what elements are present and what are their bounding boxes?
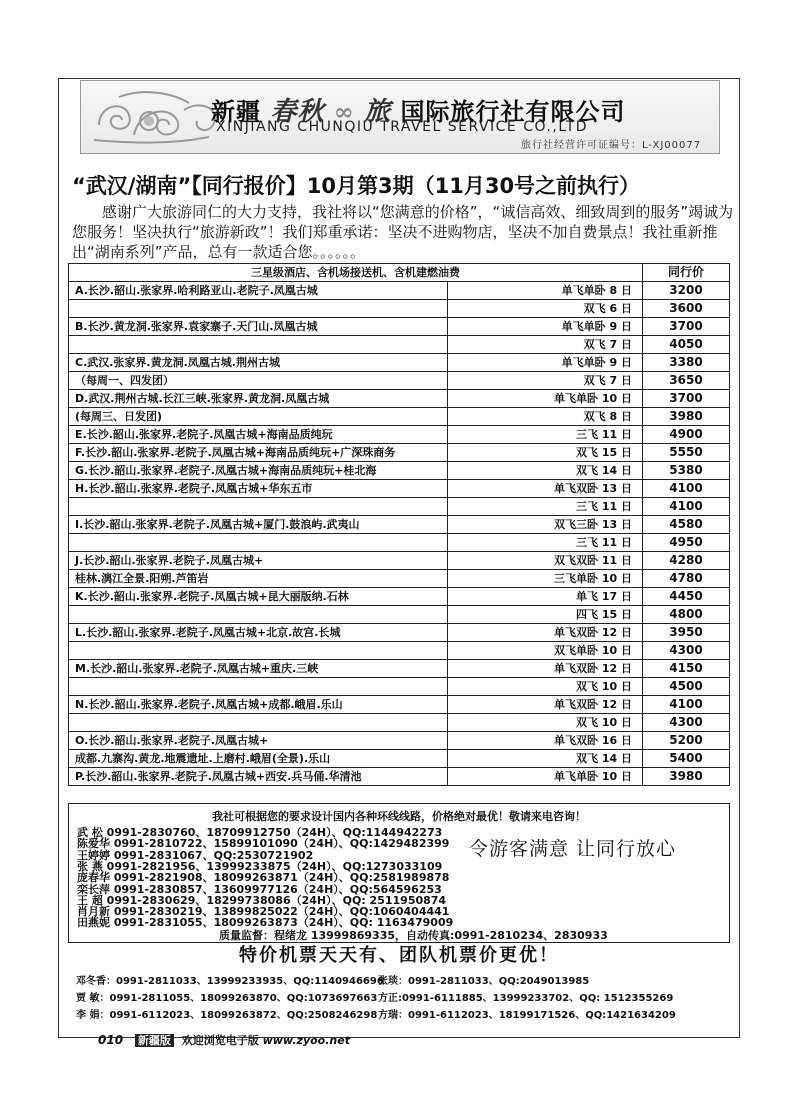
price-cell: 4150 bbox=[643, 660, 730, 678]
price-cell: 4580 bbox=[643, 516, 730, 534]
table-row bbox=[69, 336, 730, 354]
duration-cell: 双飞 14 日 bbox=[448, 462, 643, 480]
table-row bbox=[69, 444, 730, 462]
price-cell: 3950 bbox=[643, 624, 730, 642]
contact-line: 王 超 0991-2830629、18299738086（24H）、QQ: 2511950874 bbox=[77, 893, 447, 907]
duration-cell: 单飞单卧 10 日 bbox=[448, 390, 643, 408]
contact-line: 王婷婷 0991-2831067、QQ:2530721902 bbox=[77, 848, 314, 862]
footer-note: 欢迎浏览电子版 bbox=[181, 1034, 259, 1047]
price-cell: 3980 bbox=[643, 408, 730, 426]
contact-line: 庞春华 0991-2821908、18099263871（24H）、QQ:2581989878 bbox=[77, 871, 450, 885]
table-row bbox=[69, 480, 730, 498]
table-header-price: 同行价 bbox=[643, 264, 730, 282]
duration-cell: 双飞单卧 10 日 bbox=[448, 642, 643, 660]
route-cell: M.长沙.韶山.张家界.老院子.凤凰古城+重庆.三峡 bbox=[69, 660, 448, 678]
route-cell: （每周一、四发团） bbox=[69, 372, 448, 390]
price-cell: 4900 bbox=[643, 426, 730, 444]
table-row bbox=[69, 552, 730, 570]
duration-cell: 双飞双卧 11 日 bbox=[448, 552, 643, 570]
table-row bbox=[69, 534, 730, 552]
route-cell: N.长沙.韶山.张家界.老院子.凤凰古城+成都.峨眉.乐山 bbox=[69, 696, 448, 714]
table-row bbox=[69, 732, 730, 750]
duration-cell: 单飞双卧 12 日 bbox=[448, 696, 643, 714]
contact-box bbox=[68, 803, 730, 943]
route-cell: 桂林.漓江全景.阳朔.芦笛岩 bbox=[69, 570, 448, 588]
price-cell: 3380 bbox=[643, 354, 730, 372]
intro-paragraph: 感谢广大旅游同仁的大力支持，我社将以“您满意的价格”，“诚信高效、细致周到的服务”竭诚为您服务！坚决执行“旅游新政”！我们郑重承诺：坚决不进购物店，坚决不加自费景点！我社重新推出“湖南系列”产品，总有一款适合您。。。。。。 bbox=[72, 203, 734, 261]
duration-cell: 四飞 15 日 bbox=[448, 606, 643, 624]
route-cell: G.长沙.韶山.张家界.老院子.凤凰古城+海南品质纯玩+桂北海 bbox=[69, 462, 448, 480]
table-row bbox=[69, 282, 730, 300]
route-cell: 成都.九寨沟.黄龙.地震遗址.上磨村.峨眉(全景).乐山 bbox=[69, 750, 448, 768]
route-cell: O.长沙.韶山.张家界.老院子.凤凰古城+ bbox=[69, 732, 448, 750]
price-cell: 4450 bbox=[643, 588, 730, 606]
duration-cell: 单飞双卧 13 日 bbox=[448, 480, 643, 498]
price-cell: 4100 bbox=[643, 696, 730, 714]
route-cell: A.长沙.韶山.张家界.哈利路亚山.老院子.凤凰古城 bbox=[69, 282, 448, 300]
table-row bbox=[69, 426, 730, 444]
route-cell: C.武汉.张家界.黄龙洞.凤凰古城.荆州古城 bbox=[69, 354, 448, 372]
route-cell bbox=[69, 606, 448, 624]
table-row bbox=[69, 570, 730, 588]
company-name-cn: 新疆 春秋 ∞ 旅 国际旅行社有限公司 bbox=[211, 97, 626, 127]
route-cell: P.长沙.韶山.张家界.老院子.凤凰古城+西安.兵马俑.华清池 bbox=[69, 768, 448, 786]
staff-contact: 李 娟：0991-6112023、18099263872、QQ:2508246298 bbox=[76, 1010, 378, 1021]
route-cell bbox=[69, 534, 448, 552]
duration-cell: 三飞单卧 10 日 bbox=[448, 570, 643, 588]
price-cell: 4050 bbox=[643, 336, 730, 354]
duration-cell: 单飞双卧 12 日 bbox=[448, 624, 643, 642]
contact-line: 肖月新 0991-2830219、13899825022（24H）、QQ:1060404441 bbox=[77, 905, 450, 919]
table-row bbox=[69, 750, 730, 768]
duration-cell: 双飞 7 日 bbox=[448, 372, 643, 390]
price-cell: 5400 bbox=[643, 750, 730, 768]
price-cell: 5200 bbox=[643, 732, 730, 750]
price-cell: 3200 bbox=[643, 282, 730, 300]
table-row bbox=[69, 660, 730, 678]
table-row bbox=[69, 606, 730, 624]
page-footer bbox=[98, 1032, 350, 1048]
company-banner bbox=[80, 80, 720, 154]
route-cell: J.长沙.韶山.张家界.老院子.凤凰古城+ bbox=[69, 552, 448, 570]
staff-contact: 张琰：0991-2811033、QQ:2049013985 bbox=[378, 976, 590, 987]
price-cell: 3980 bbox=[643, 768, 730, 786]
staff-contact: 方正:0991-6111885、13999233702、QQ: 1512355269 bbox=[378, 993, 674, 1004]
table-row bbox=[69, 408, 730, 426]
table-row bbox=[69, 318, 730, 336]
duration-cell: 双飞 10 日 bbox=[448, 714, 643, 732]
route-cell: B.长沙.黄龙洞.张家界.袁家寨子.天门山.凤凰古城 bbox=[69, 318, 448, 336]
price-cell: 3650 bbox=[643, 372, 730, 390]
company-name-en: XINJIANG CHUNQIU TRAVEL SERVICE CO.,LTD bbox=[216, 119, 589, 135]
route-cell: H.长沙.韶山.张家界.老院子.凤凰古城+华东五市 bbox=[69, 480, 448, 498]
license-number: 旅行社经营许可证编号：L-XJ00077 bbox=[521, 140, 702, 151]
contact-line: 武 松 0991-2830760、18709912750（24H）、QQ:1144942273 bbox=[77, 826, 443, 839]
contact-line: 张 燕 0991-2821956、13999233875（24H）、QQ:1273033109 bbox=[77, 859, 443, 873]
contact-line: 栾长萍 0991-2830857、13609977126（24H）、QQ:564596253 bbox=[77, 882, 442, 896]
duration-cell: 双飞 7 日 bbox=[448, 336, 643, 354]
staff-contact: 邓冬香：0991-2811033、13999233935、QQ:1140946696 bbox=[76, 976, 384, 987]
table-row bbox=[69, 372, 730, 390]
route-cell bbox=[69, 336, 448, 354]
table-row bbox=[69, 768, 730, 786]
edition-badge: 新疆版 bbox=[135, 1034, 174, 1047]
table-row bbox=[69, 624, 730, 642]
price-cell: 4100 bbox=[643, 480, 730, 498]
quality-supervision: 质量监督：程绪龙 13999869335，自动传真:0991-2810234、2830933 bbox=[219, 929, 608, 942]
contact-title: 我社可根据您的要求设计国内各种环线线路，价格绝对最优！敬请来电咨询！ bbox=[212, 810, 586, 823]
price-table bbox=[68, 263, 730, 786]
special-offer-banner: 特价机票天天有、团队机票价更优！ bbox=[239, 945, 559, 966]
duration-cell: 双飞 10 日 bbox=[448, 678, 643, 696]
route-cell: E.长沙.韶山.张家界.老院子.凤凰古城+海南品质纯玩 bbox=[69, 426, 448, 444]
duration-cell: 单飞双卧 12 日 bbox=[448, 660, 643, 678]
table-row bbox=[69, 390, 730, 408]
duration-cell: 三飞 11 日 bbox=[448, 498, 643, 516]
route-cell bbox=[69, 300, 448, 318]
table-row bbox=[69, 696, 730, 714]
slogan: 令游客满意 让同行放心 bbox=[469, 838, 677, 860]
website-link[interactable]: www.zyoo.net bbox=[262, 1034, 350, 1047]
price-cell: 4800 bbox=[643, 606, 730, 624]
price-cell: 4300 bbox=[643, 714, 730, 732]
price-cell: 4100 bbox=[643, 498, 730, 516]
price-cell: 3700 bbox=[643, 318, 730, 336]
route-cell: D.武汉.荆州古城.长江三峡.张家界.黄龙洞.凤凰古城 bbox=[69, 390, 448, 408]
table-row bbox=[69, 300, 730, 318]
route-cell: L.长沙.韶山.张家界.老院子.凤凰古城+北京.故宫.长城 bbox=[69, 624, 448, 642]
price-cell: 4500 bbox=[643, 678, 730, 696]
contact-line: 陈爱华 0991-2810722、15899101090（24H）、QQ:1429482399 bbox=[77, 837, 450, 851]
route-cell bbox=[69, 678, 448, 696]
price-cell: 3600 bbox=[643, 300, 730, 318]
table-row bbox=[69, 498, 730, 516]
price-cell: 5380 bbox=[643, 462, 730, 480]
duration-cell: 单飞 17 日 bbox=[448, 588, 643, 606]
price-cell: 5550 bbox=[643, 444, 730, 462]
route-cell: K.长沙.韶山.张家界.老院子.凤凰古城+昆大丽版纳.石林 bbox=[69, 588, 448, 606]
route-cell: I.长沙.韶山.张家界.老院子.凤凰古城+厦门.鼓浪屿.武夷山 bbox=[69, 516, 448, 534]
duration-cell: 单飞单卧 9 日 bbox=[448, 354, 643, 372]
table-row bbox=[69, 588, 730, 606]
price-cell: 4780 bbox=[643, 570, 730, 588]
table-row bbox=[69, 516, 730, 534]
table-header-row bbox=[69, 264, 730, 282]
duration-cell: 双飞三卧 13 日 bbox=[448, 516, 643, 534]
price-cell: 4300 bbox=[643, 642, 730, 660]
duration-cell: 双飞 8 日 bbox=[448, 408, 643, 426]
duration-cell: 三飞 11 日 bbox=[448, 426, 643, 444]
price-cell: 4280 bbox=[643, 552, 730, 570]
duration-cell: 双飞 6 日 bbox=[448, 300, 643, 318]
table-row bbox=[69, 714, 730, 732]
route-cell bbox=[69, 714, 448, 732]
route-cell bbox=[69, 498, 448, 516]
brand-logotype: 春秋 bbox=[270, 97, 325, 127]
duration-cell: 三飞 11 日 bbox=[448, 534, 643, 552]
staff-contact: 方瑞：0991-6112023、18199171526、QQ:1421634209 bbox=[378, 1010, 676, 1021]
staff-contact: 贾 敏：0991-2811055、18099263870、QQ:1073697663 bbox=[76, 993, 378, 1004]
duration-cell: 双飞 14 日 bbox=[448, 750, 643, 768]
table-row bbox=[69, 462, 730, 480]
route-cell: F.长沙.韶山.张家界.老院子.凤凰古城+海南品质纯玩+广深珠商务 bbox=[69, 444, 448, 462]
duration-cell: 双飞 15 日 bbox=[448, 444, 643, 462]
table-row bbox=[69, 354, 730, 372]
route-cell: (每周三、日发团) bbox=[69, 408, 448, 426]
duration-cell: 单飞单卧 9 日 bbox=[448, 318, 643, 336]
price-cell: 3700 bbox=[643, 390, 730, 408]
contact-line: 田燕妮 0991-2831055、18099263873（24H）、QQ: 1163479009 bbox=[77, 916, 454, 930]
price-cell: 4950 bbox=[643, 534, 730, 552]
route-cell bbox=[69, 642, 448, 660]
duration-cell: 单飞单卧 8 日 bbox=[448, 282, 643, 300]
table-row bbox=[69, 642, 730, 660]
duration-cell: 单飞单卧 10 日 bbox=[448, 768, 643, 786]
table-row bbox=[69, 678, 730, 696]
table-header-desc: 三星级酒店、含机场接送机、含机建燃油费 bbox=[69, 264, 643, 282]
page-number: 010 bbox=[98, 1033, 124, 1047]
page-title: “武汉/湖南”【同行报价】10月第3期（11月30号之前执行） bbox=[72, 174, 641, 198]
duration-cell: 单飞双卧 16 日 bbox=[448, 732, 643, 750]
